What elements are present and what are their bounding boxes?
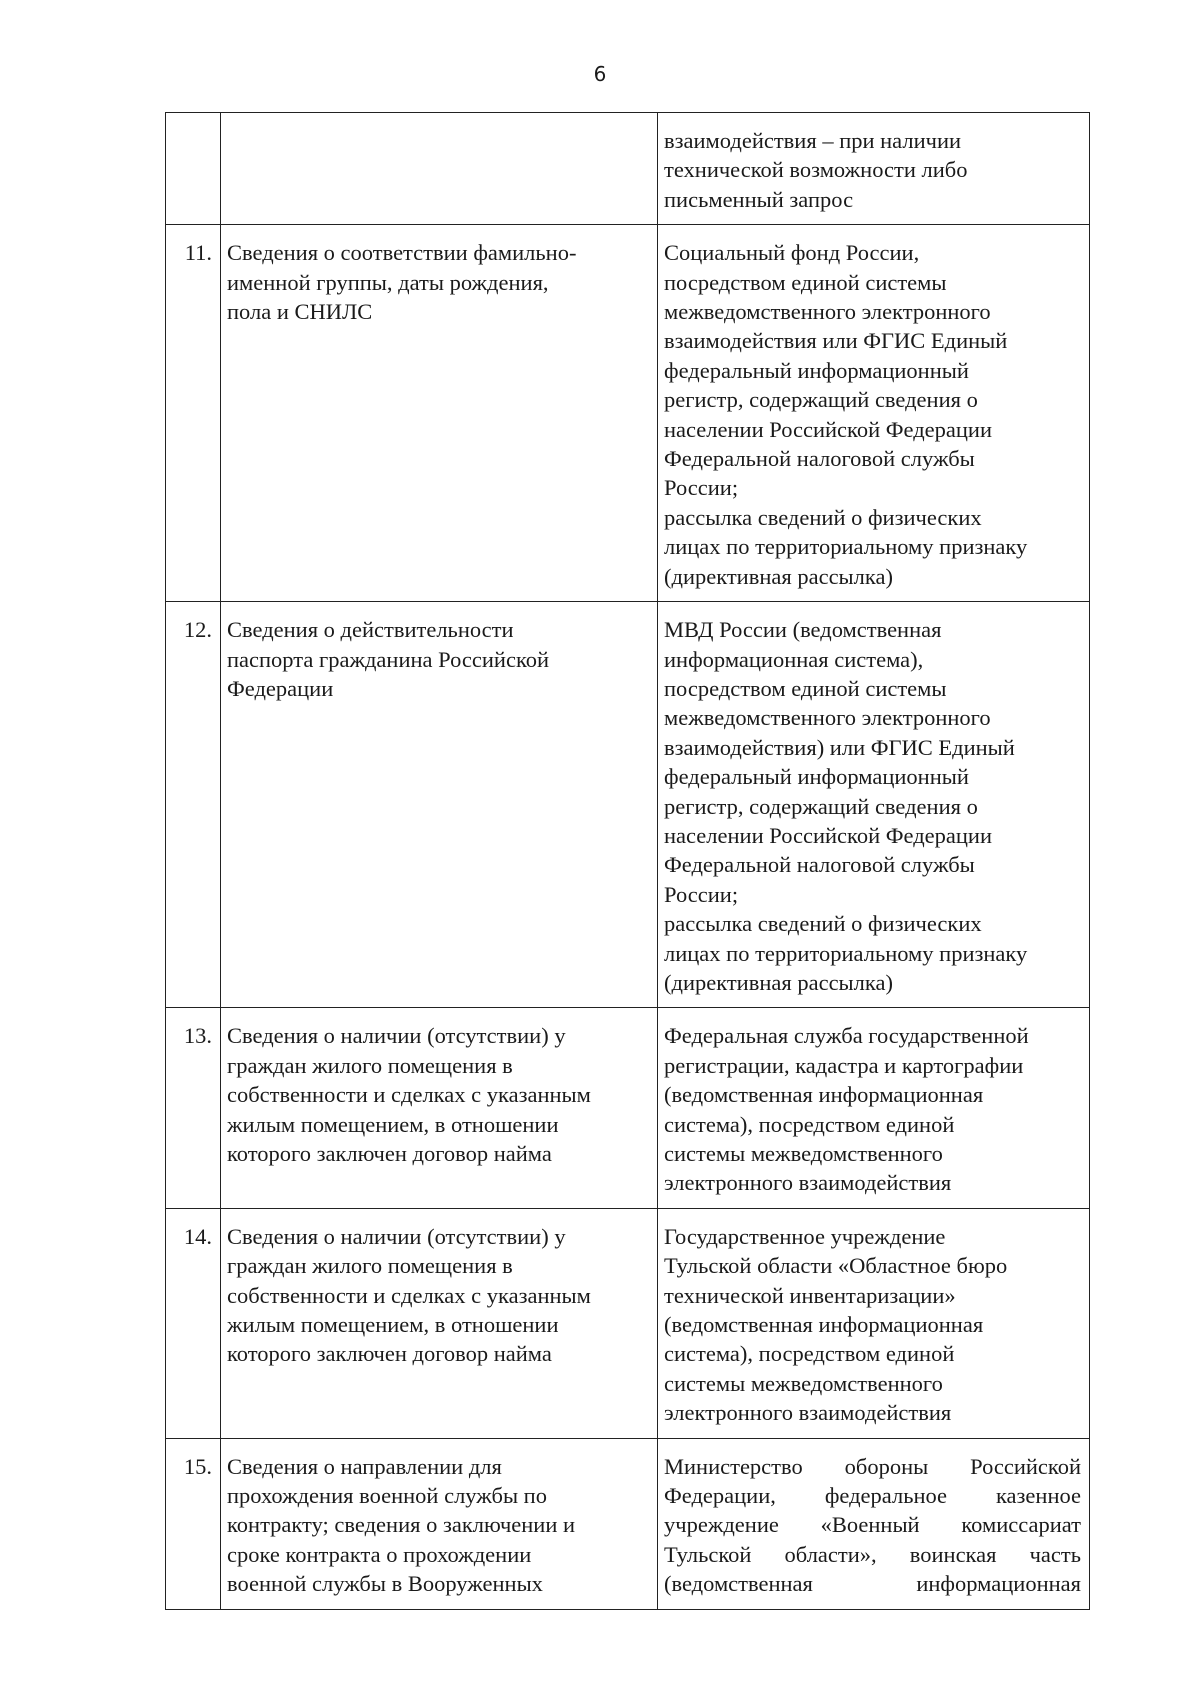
info-cell: [221, 602, 658, 1008]
row-number: 12.: [183, 617, 212, 643]
source-line: (директивная рассылка): [664, 969, 893, 995]
source-line: учреждение «Военный комиссариат: [664, 1512, 1081, 1538]
source-line: информационная система),: [664, 646, 924, 672]
info-line: собственности и сделках с указанным: [227, 1282, 591, 1308]
source-line: Министерство обороны Российской: [664, 1453, 1081, 1479]
source-line: федеральный информационный: [664, 764, 969, 790]
data-sources-table: [165, 112, 1090, 1610]
source-cell: [658, 1208, 1090, 1438]
source-line: системы межведомственного: [664, 1370, 943, 1396]
source-line: МВД России (ведомственная: [664, 617, 942, 643]
source-line: Тульской области», воинская часть: [664, 1541, 1081, 1567]
source-line: технической возможности либо: [664, 157, 968, 183]
table-row: [166, 113, 1090, 225]
info-line: Сведения о наличии (отсутствии) у: [227, 1023, 566, 1049]
source-line: (ведомственная информационная: [664, 1082, 984, 1108]
source-line: (ведомственная информационная: [664, 1312, 984, 1338]
source-line: технической инвентаризации»: [664, 1282, 956, 1308]
source-line: регистрации, кадастра и картографии: [664, 1052, 1024, 1078]
source-line: Федеральной налоговой службы: [664, 446, 975, 472]
row-number-cell: [166, 1208, 221, 1438]
table-row: [166, 1208, 1090, 1438]
info-cell: [221, 1008, 658, 1208]
source-line: межведомственного электронного: [664, 705, 991, 731]
source-line: лицах по территориальному признаку: [664, 534, 1028, 560]
source-line: Федерации, федеральное казенное: [664, 1483, 1081, 1509]
source-line: рассылка сведений о физических: [664, 504, 982, 530]
source-line: межведомственного электронного: [664, 299, 991, 325]
source-line: взаимодействия – при наличии: [664, 128, 962, 153]
info-line: которого заключен договор найма: [227, 1341, 552, 1367]
info-line: прохождения военной службы по: [227, 1483, 547, 1509]
source-line: Тульской области «Областное бюро: [664, 1253, 1008, 1279]
row-number-cell: [166, 113, 221, 225]
source-cell: [658, 225, 1090, 602]
source-line: населении Российской Федерации: [664, 822, 993, 848]
source-line: электронного взаимодействия: [664, 1170, 952, 1196]
info-line: именной группы, даты рождения,: [227, 269, 549, 295]
source-cell: [658, 602, 1090, 1008]
info-line: паспорта гражданина Российской: [227, 646, 550, 672]
info-cell: [221, 1208, 658, 1438]
info-cell: [221, 113, 658, 225]
info-line: пола и СНИЛС: [227, 299, 373, 325]
row-number: 15.: [183, 1453, 212, 1479]
source-line: взаимодействия) или ФГИС Единый: [664, 734, 1015, 760]
source-line: система), посредством единой: [664, 1111, 955, 1137]
info-line: жилым помещением, в отношении: [227, 1111, 559, 1137]
table-row: [166, 602, 1090, 1008]
source-cell: [658, 113, 1090, 225]
info-line: Сведения о соответствии фамильно-: [227, 240, 577, 266]
info-line: собственности и сделках с указанным: [227, 1082, 591, 1108]
source-line: лицах по территориальному признаку: [664, 940, 1028, 966]
info-line: жилым помещением, в отношении: [227, 1312, 559, 1338]
info-line: граждан жилого помещения в: [227, 1253, 513, 1279]
source-line: регистр, содержащий сведения о: [664, 793, 978, 819]
table-row: [166, 1008, 1090, 1208]
source-line: посредством единой системы: [664, 675, 947, 701]
info-line: сроке контракта о прохождении: [227, 1541, 532, 1567]
table-row: [166, 1438, 1090, 1609]
source-line: населении Российской Федерации: [664, 416, 993, 442]
source-line: системы межведомственного: [664, 1141, 943, 1166]
info-line: Сведения о действительности: [227, 617, 514, 643]
page-number: 6: [593, 62, 607, 86]
source-line: (директивная рассылка): [664, 563, 893, 589]
source-line: регистр, содержащий сведения о: [664, 387, 978, 413]
source-line: электронного взаимодействия: [664, 1400, 952, 1426]
row-number: 13.: [183, 1023, 212, 1049]
source-line: Государственное учреждение: [664, 1223, 946, 1249]
info-cell: [221, 1438, 658, 1609]
source-line: (ведомственная информационная: [664, 1571, 1081, 1597]
info-line: военной службы в Вооруженных: [227, 1571, 543, 1597]
source-line: России;: [664, 881, 739, 907]
row-number-cell: [166, 1438, 221, 1609]
table-body: [166, 113, 1090, 1610]
info-line: Сведения о направлении для: [227, 1453, 502, 1479]
source-line: взаимодействия или ФГИС Единый: [664, 328, 1008, 354]
row-number: 11.: [184, 240, 212, 266]
row-number: 14.: [183, 1223, 212, 1249]
info-line: контракту; сведения о заключении и: [227, 1512, 576, 1538]
row-number-cell: [166, 225, 221, 602]
source-line: письменный запрос: [664, 186, 854, 212]
table-row: [166, 225, 1090, 602]
source-line: посредством единой системы: [664, 269, 947, 295]
row-number-cell: [166, 1008, 221, 1208]
info-line: Сведения о наличии (отсутствии) у: [227, 1223, 566, 1249]
source-line: Федеральной налоговой службы: [664, 852, 975, 878]
source-line: рассылка сведений о физических: [664, 911, 982, 937]
source-line: Социальный фонд России,: [664, 240, 920, 266]
info-line: граждан жилого помещения в: [227, 1052, 513, 1078]
source-cell: [658, 1008, 1090, 1208]
info-line: которого заключен договор найма: [227, 1141, 552, 1166]
row-number-cell: [166, 602, 221, 1008]
source-line: система), посредством единой: [664, 1341, 955, 1367]
source-cell: [658, 1438, 1090, 1609]
source-line: федеральный информационный: [664, 357, 969, 383]
info-line: Федерации: [227, 675, 334, 701]
source-line: Федеральная служба государственной: [664, 1023, 1029, 1049]
info-cell: [221, 225, 658, 602]
source-line: России;: [664, 475, 739, 501]
